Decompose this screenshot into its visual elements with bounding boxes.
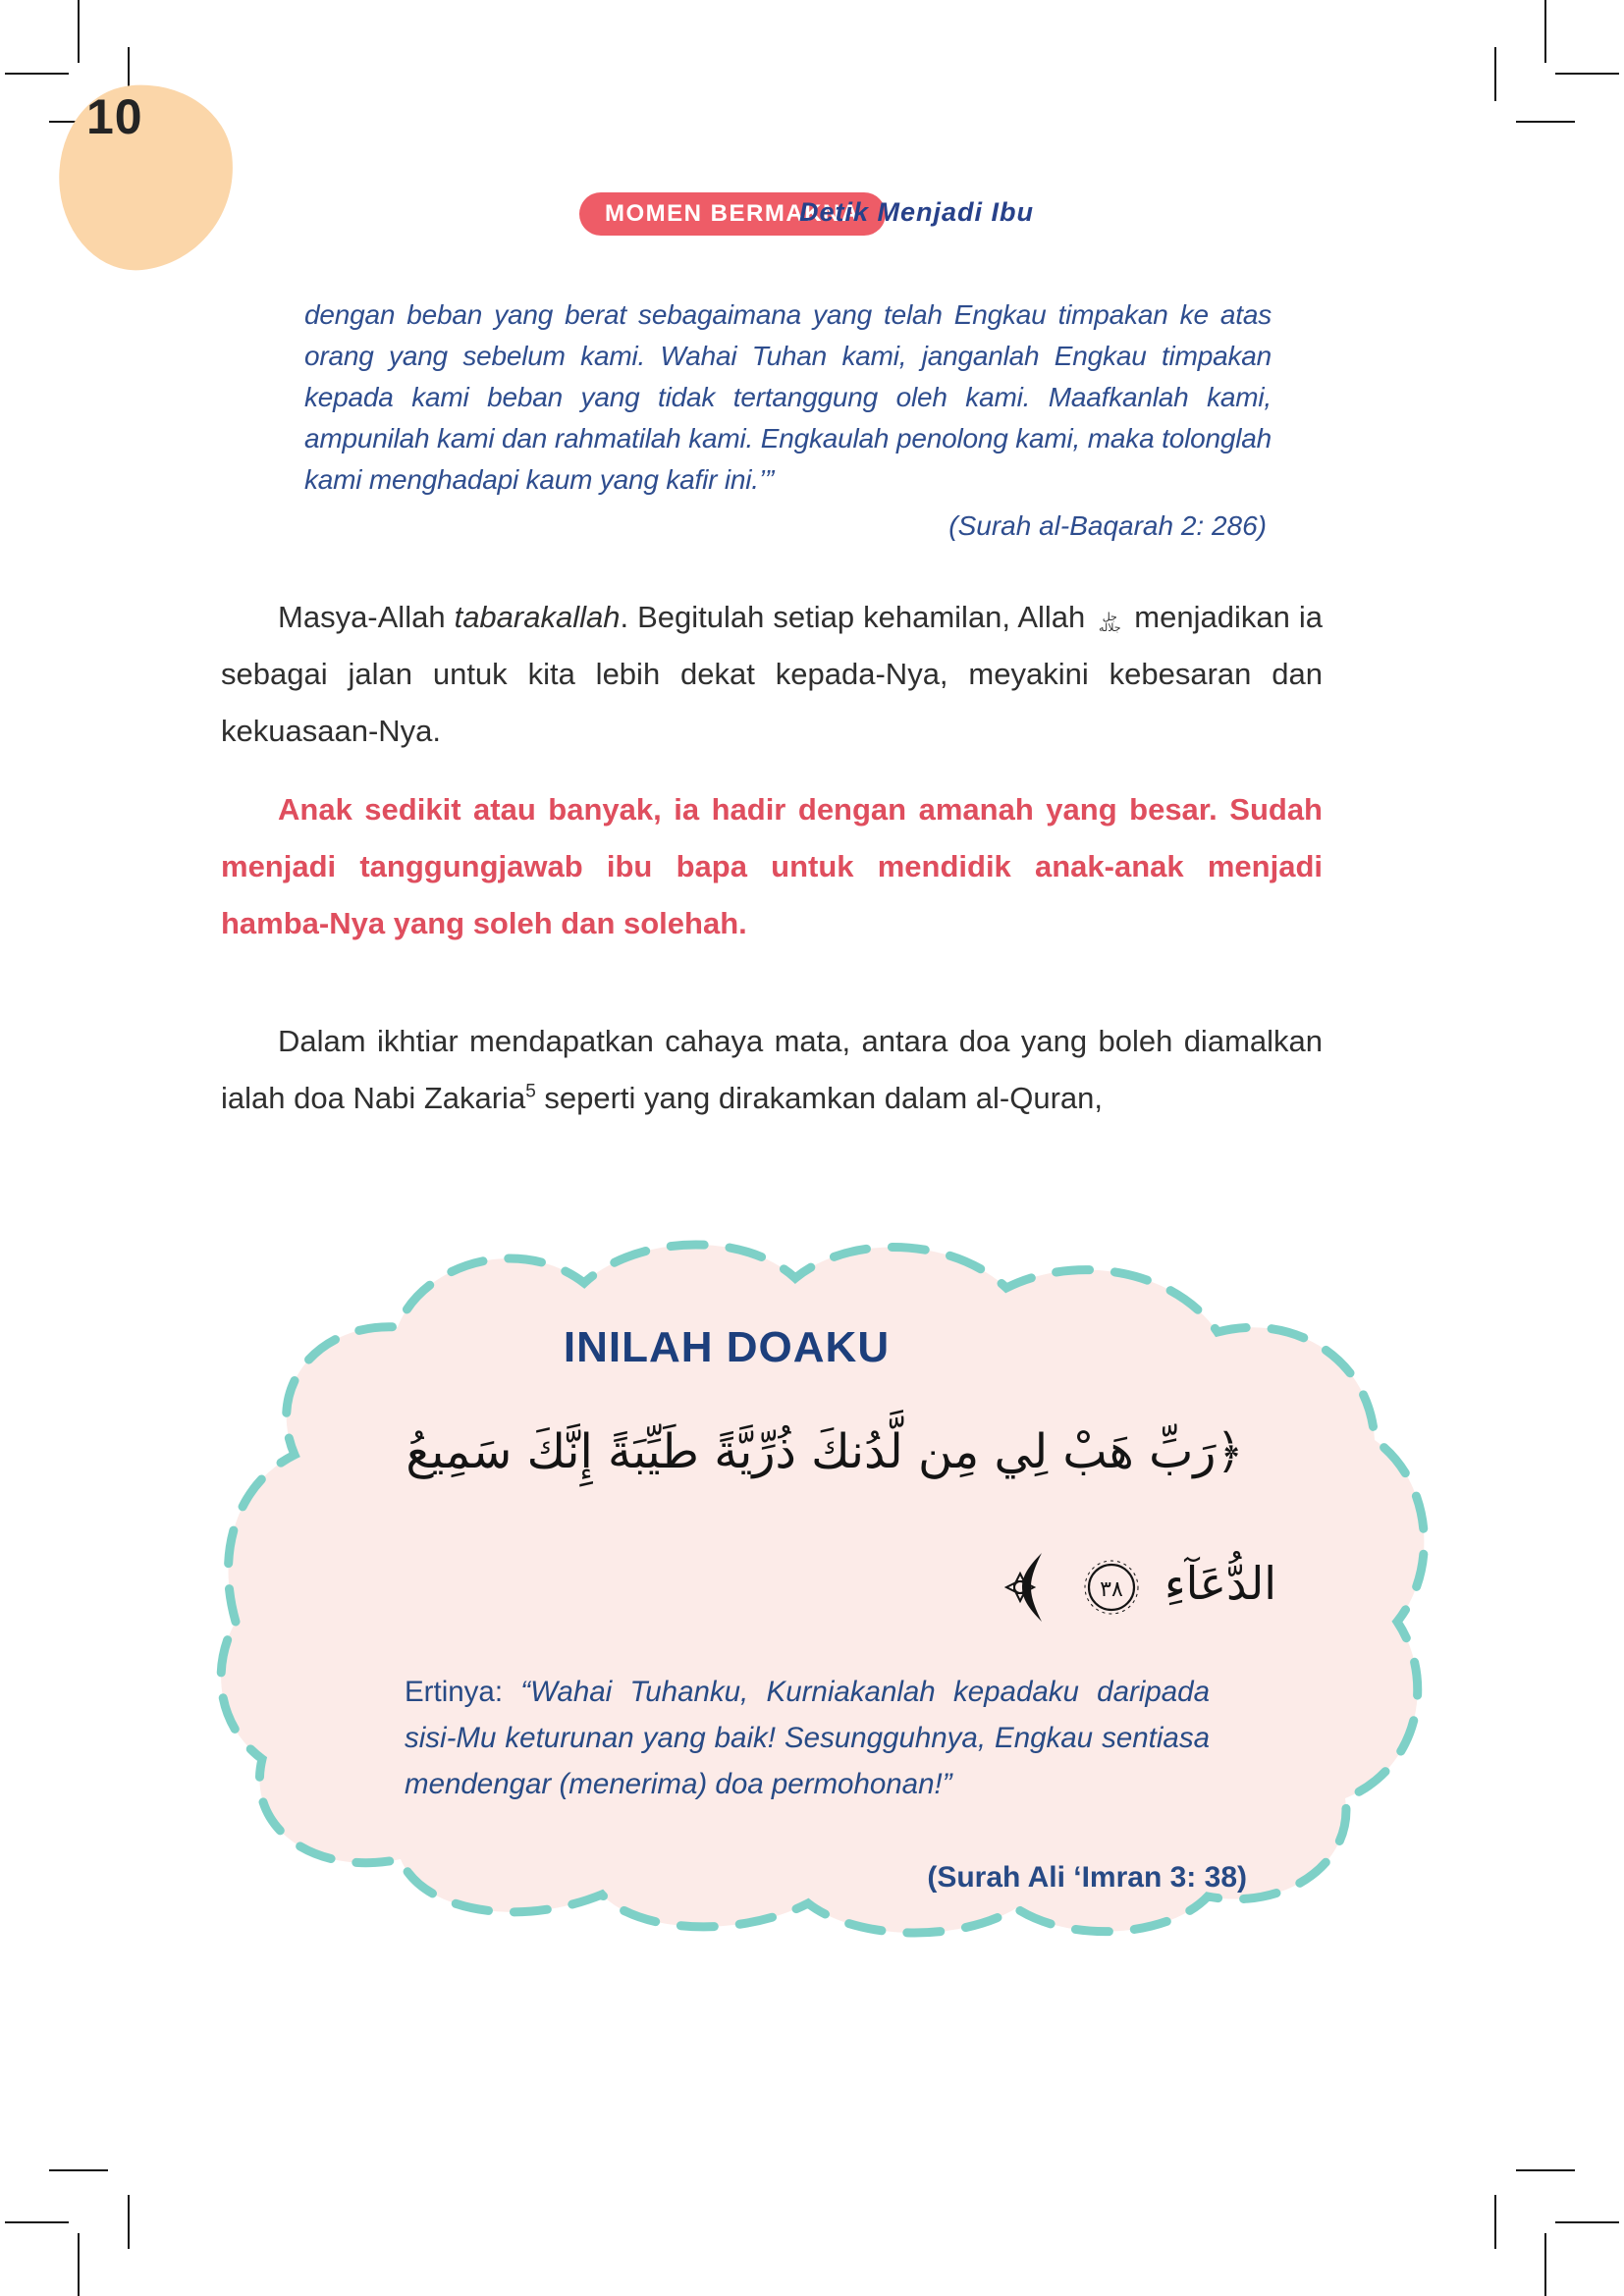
doa-translation — [405, 1669, 1210, 1807]
crop-mark — [49, 2169, 108, 2171]
footnote-marker: 5 — [525, 1081, 536, 1102]
chapter-title: Detik Menjadi Ibu — [799, 197, 1035, 227]
p3-pre: Dalam ikhtiar mendapatkan cahaya mata, antara doa yang boleh diamalkan ialah doa Nabi Zakaria — [221, 1024, 1323, 1115]
paragraph-masya-allah — [221, 589, 1323, 760]
allah-calligraphy-icon: جل جلاله — [1098, 611, 1121, 634]
ayah-flower-ornament-icon — [1004, 1545, 1052, 1629]
crop-mark — [1555, 2221, 1619, 2223]
doa-box-title: INILAH DOAKU — [563, 1323, 891, 1371]
arabic-ayah-line2 — [982, 1539, 1276, 1629]
svg-text:٣٨: ٣٨ — [1100, 1576, 1124, 1602]
crop-mark — [78, 2233, 80, 2296]
crop-mark — [5, 73, 69, 75]
surah-reference-baqarah: (Surah al-Baqarah 2: 286) — [948, 510, 1267, 541]
crop-mark — [128, 2195, 130, 2249]
p1-mid: . Begitulah setiap kehamilan, Allah — [620, 600, 1095, 634]
translation-text: “Wahai Tuhanku, Kurniakanlah kepadaku daripada sisi-Mu keturunan yang baik! Sesungguhnya, Engkau sentiasa mendengar (menerima) doa permohonan!” — [405, 1676, 1210, 1800]
chapter-badge-label: MOMEN BERMAKNA — [605, 200, 860, 227]
paragraph-emphasis-red: Anak sedikit atau banyak, ia hadir dengan amanah yang besar. Sudah menjadi tanggungjawab ibu bapa untuk mendidik anak-anak menjadi hamba-Nya yang soleh dan solehah. — [221, 792, 1323, 940]
arabic-dua-word: الدُّعَآءِ — [1164, 1557, 1276, 1610]
page-number: 10 — [86, 89, 143, 144]
p1-rest: menjadikan ia sebagai jalan untuk kita lebih dekat kepada-Nya, meyakini kebesaran dan kekuasaan-Nya. — [221, 600, 1323, 748]
crop-mark — [1544, 2233, 1546, 2296]
p1-italic-word: tabarakallah — [454, 600, 621, 634]
translation-label: Ertinya: — [405, 1676, 521, 1708]
arabic-ayah-line1: ﴿رَبِّ هَبْ لِي مِن لَّدُنكَ ذُرِّيَّةً طَيِّبَةً إِنَّكَ سَمِيعُ — [406, 1424, 1244, 1479]
crop-mark — [1544, 0, 1546, 63]
paragraph-dalam-ikhtiar — [221, 1013, 1323, 1127]
crop-mark — [5, 2221, 69, 2223]
crop-mark — [1494, 2195, 1496, 2249]
crop-mark — [1555, 73, 1619, 75]
ayah-number-ornament-icon — [1081, 1553, 1142, 1622]
surah-reference-imran: (Surah Ali ‘Imran 3: 38) — [927, 1861, 1247, 1894]
p3-post: seperti yang dirakamkan dalam al-Quran, — [535, 1081, 1103, 1115]
crop-mark — [1516, 2169, 1575, 2171]
crop-mark — [78, 0, 80, 63]
p1-lead: Masya-Allah — [278, 600, 455, 634]
quran-translation-quote: dengan beban yang berat sebagaimana yang telah Engkau timpakan ke atas orang yang sebelum kami. Wahai Tuhan kami, janganlah Engkau timpakan kepada kami beban yang tidak tertanggung oleh kami. Maafkanlah kami, ampunilah kami dan rahmatilah kami. Engkaulah penolong kami, maka tolonglah kami menghadapi kaum yang kafir ini.’” — [304, 299, 1272, 495]
